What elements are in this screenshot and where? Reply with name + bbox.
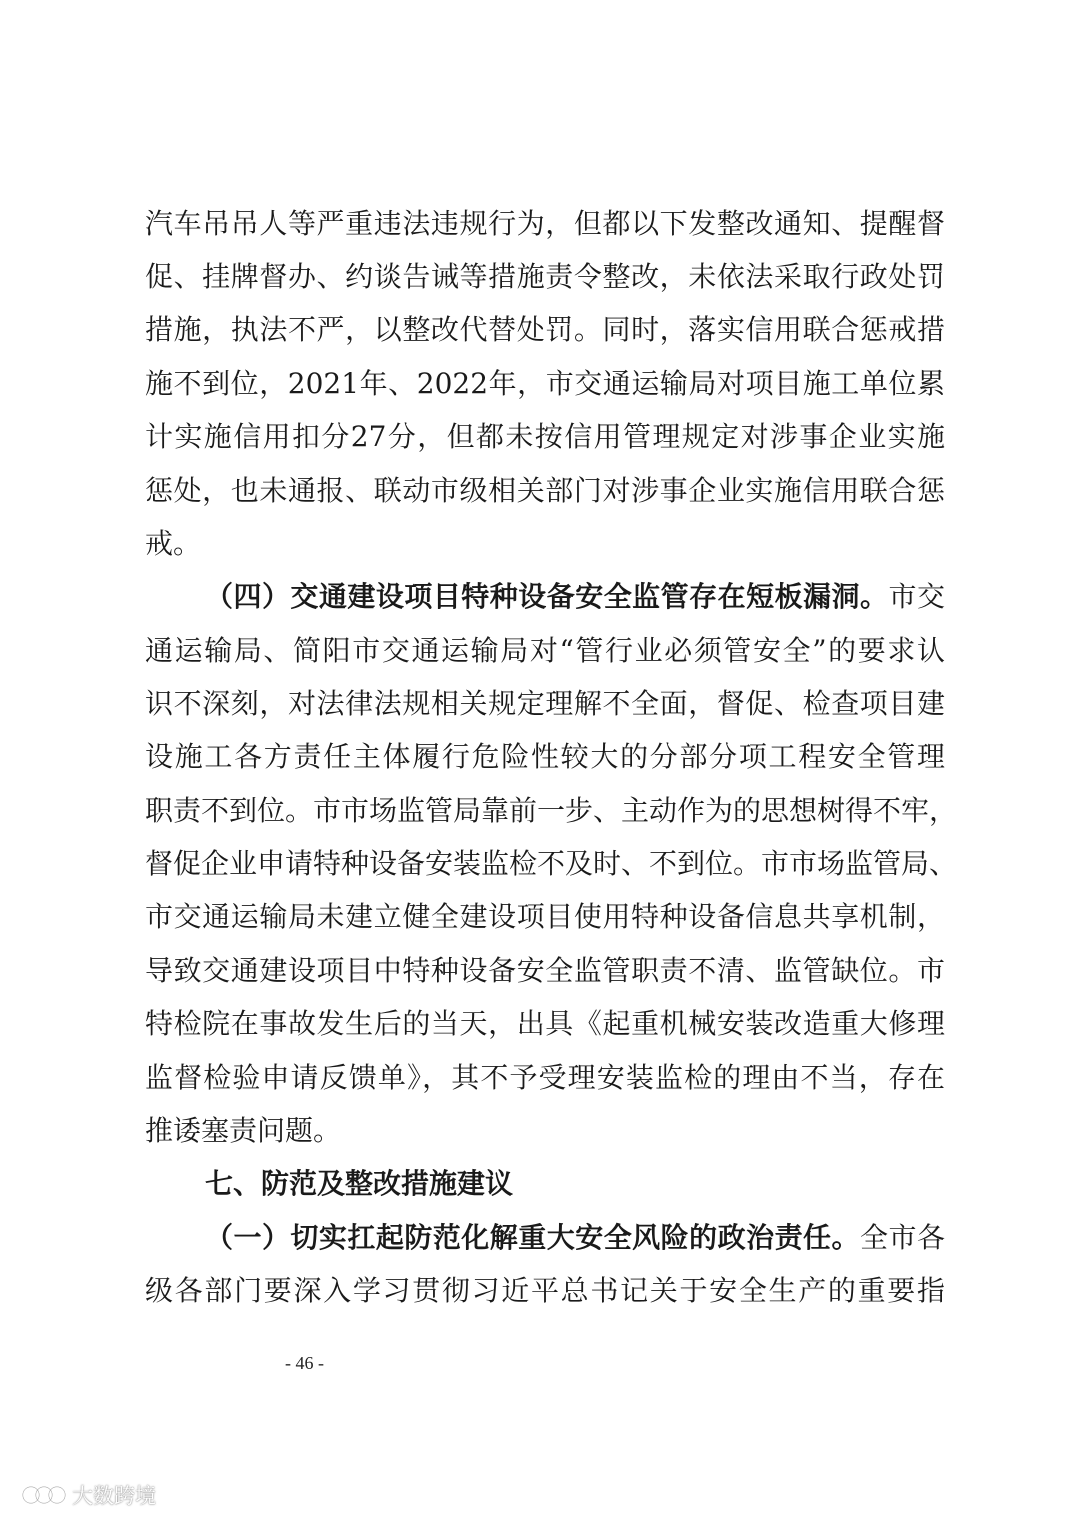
paragraph-4-heading: （四）交通建设项目特种设备安全监管存在短板漏洞。 [205, 580, 889, 613]
paragraph-7-1-tail: 全市各 [860, 1221, 945, 1254]
body-text-line: 施不到位，2021年、2022年，市交通运输局对项目施工单位累 [145, 367, 945, 400]
body-text-line: 监督检验申请反馈单》，其不予受理安装监检的理由不当，存在 [145, 1061, 945, 1094]
paragraph-4-tail: 市交 [888, 580, 945, 613]
paragraph-7-1-first-line [205, 1218, 945, 1258]
body-text-line: 市交通运输局未建立健全建设项目使用特种设备信息共享机制， [145, 900, 945, 933]
body-text-line: 级各部门要深入学习贯彻习近平总书记关于安全生产的重要指 [145, 1274, 945, 1307]
body-text-line: 汽车吊吊人等严重违法违规行为，但都以下发整改通知、提醒督 [145, 207, 945, 240]
body-text-line: 措施，执法不严，以整改代替处罚。同时，落实信用联合惩戒措 [145, 313, 945, 346]
body-text-line: 导致交通建设项目中特种设备安全监管职责不清、监管缺位。市 [145, 954, 945, 987]
body-text-line: 设施工各方责任主体履行危险性较大的分部分项工程安全管理 [145, 740, 945, 773]
watermark [22, 1478, 156, 1512]
body-text-line: 惩处，也未通报、联动市级相关部门对涉事企业实施信用联合惩 [145, 474, 945, 507]
paragraph-4-first-line [205, 577, 945, 617]
body-text-line: 戒。 [145, 527, 202, 560]
body-text-line: 推诿塞责问题。 [145, 1114, 342, 1147]
body-text-line: 通运输局、简阳市交通运输局对“管行业必须管安全”的要求认 [145, 634, 945, 667]
page-number: - 46 - [285, 1353, 324, 1373]
paragraph-7-1-heading: （一）切实扛起防范化解重大安全风险的政治责任。 [205, 1221, 861, 1254]
body-text-line: 特检院在事故发生后的当天，出具《起重机械安装改造重大修理 [145, 1007, 945, 1040]
watermark-text: 大数跨境 [72, 1484, 156, 1508]
section-heading: 七、防范及整改措施建议 [205, 1167, 514, 1200]
body-text-line: 督促企业申请特种设备安装监检不及时、不到位。市市场监管局、 [145, 847, 958, 880]
body-text-line: 计实施信用扣分27分，但都未按信用管理规定对涉事企业实施 [145, 420, 945, 453]
body-text-line: 职责不到位。市市场监管局靠前一步、主动作为的思想树得不牢， [145, 794, 958, 827]
body-text-line: 识不深刻，对法律法规相关规定理解不全面，督促、检查项目建 [145, 687, 945, 720]
weibo-logo-icon [22, 1482, 66, 1508]
body-text-line: 促、挂牌督办、约谈告诫等措施责令整改，未依法采取行政处罚 [145, 260, 945, 293]
